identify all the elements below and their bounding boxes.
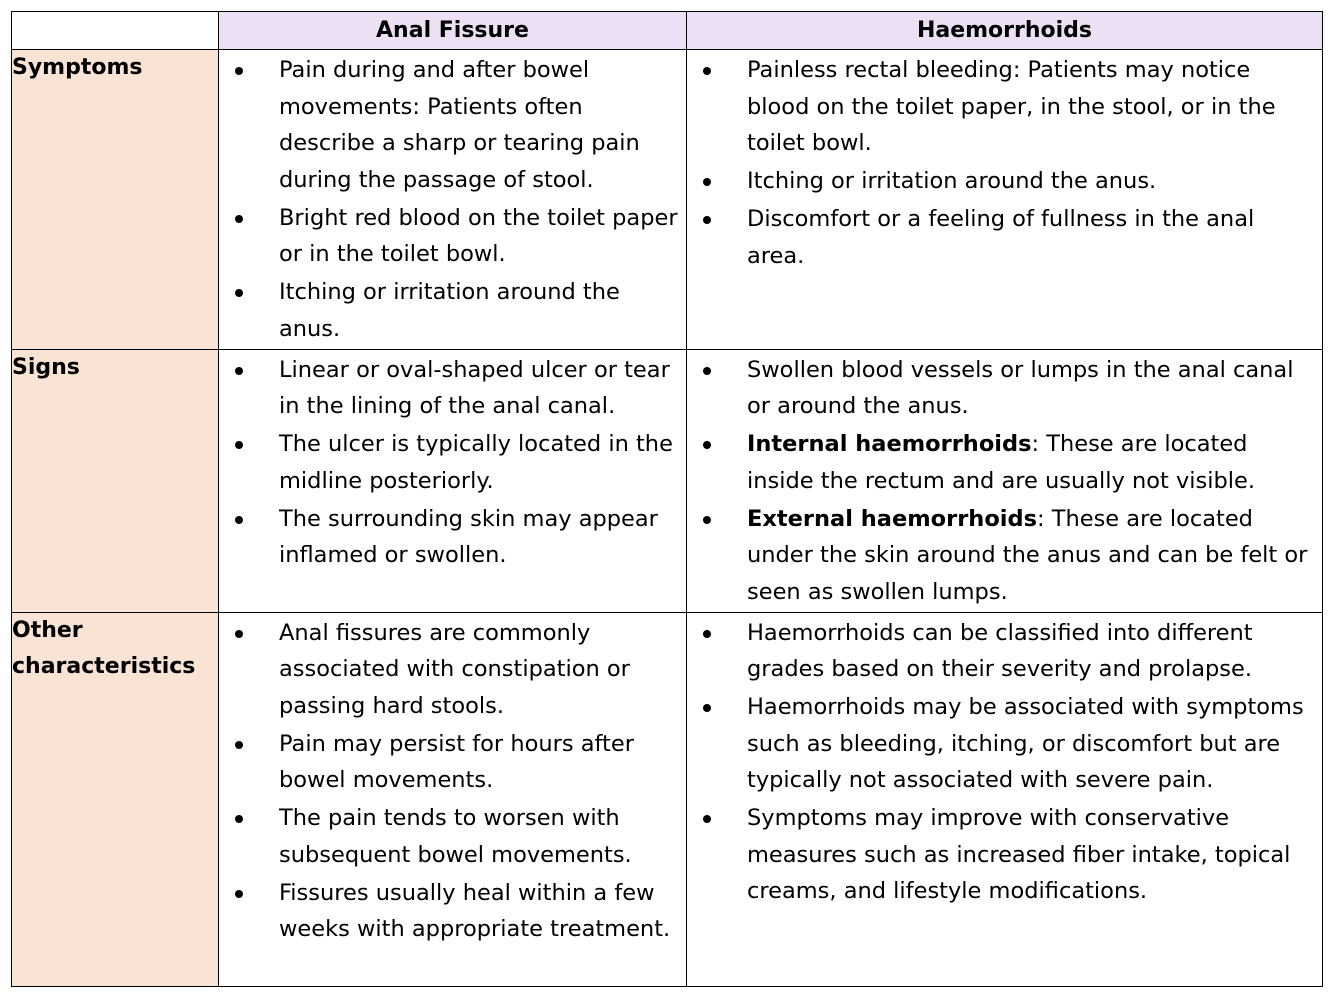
list-item: Itching or irritation around the anus. [687,163,1316,200]
haem-other-cell [687,612,1323,986]
list-item: Anal fissures are commonly associated with constipation or passing hard stools. [219,615,680,725]
list-item: Symptoms may improve with conservative measures such as increased fiber intake, topical creams, and lifestyle modifications. [687,800,1316,910]
haem-signs-cell [687,349,1323,612]
row-label-signs: Signs [12,349,219,612]
header-row [12,12,1323,50]
row-signs [12,349,1323,612]
list-item: Haemorrhoids can be classified into different grades based on their severity and prolapse. [687,615,1316,688]
header-corner-cell [12,12,219,50]
list-item: Itching or irritation around the anus. [219,274,680,347]
fissure-signs-cell [219,349,687,612]
fissure-symptoms-cell [219,50,687,350]
header-anal-fissure: Anal Fissure [219,12,687,50]
row-label-other-characteristics: Other characteristics [12,612,219,986]
row-other-characteristics [12,612,1323,986]
haem-symptoms-cell [687,50,1323,350]
row-symptoms [12,50,1323,350]
list-item: Fissures usually heal within a few weeks with appropriate treatment. [219,875,680,948]
list-item: Discomfort or a feeling of fullness in the anal area. [687,201,1316,274]
list-item: External haemorrhoids: These are located under the skin around the anus and can be felt or seen as swollen lumps. [687,501,1316,611]
list-item: Linear or oval-shaped ulcer or tear in the lining of the anal canal. [219,352,680,425]
list-item: The surrounding skin may appear inflamed or swollen. [219,501,680,574]
list-item: Haemorrhoids may be associated with symptoms such as bleeding, itching, or discomfort but are typically not associated with severe pain. [687,689,1316,799]
list-item: Swollen blood vessels or lumps in the anal canal or around the anus. [687,352,1316,425]
list-item: The pain tends to worsen with subsequent bowel movements. [219,800,680,873]
list-item: Painless rectal bleeding: Patients may notice blood on the toilet paper, in the stool, or in the toilet bowl. [687,52,1316,162]
list-item: The ulcer is typically located in the midline posteriorly. [219,426,680,499]
comparison-table [11,11,1323,987]
header-haemorrhoids: Haemorrhoids [687,12,1323,50]
fissure-other-cell [219,612,687,986]
list-item: Pain during and after bowel movements: Patients often describe a sharp or tearing pain during the passage of stool. [219,52,680,198]
row-label-symptoms: Symptoms [12,50,219,350]
list-item: Pain may persist for hours after bowel movements. [219,726,680,799]
list-item: Internal haemorrhoids: These are located inside the rectum and are usually not visible. [687,426,1316,499]
list-item: Bright red blood on the toilet paper or in the toilet bowl. [219,200,680,273]
